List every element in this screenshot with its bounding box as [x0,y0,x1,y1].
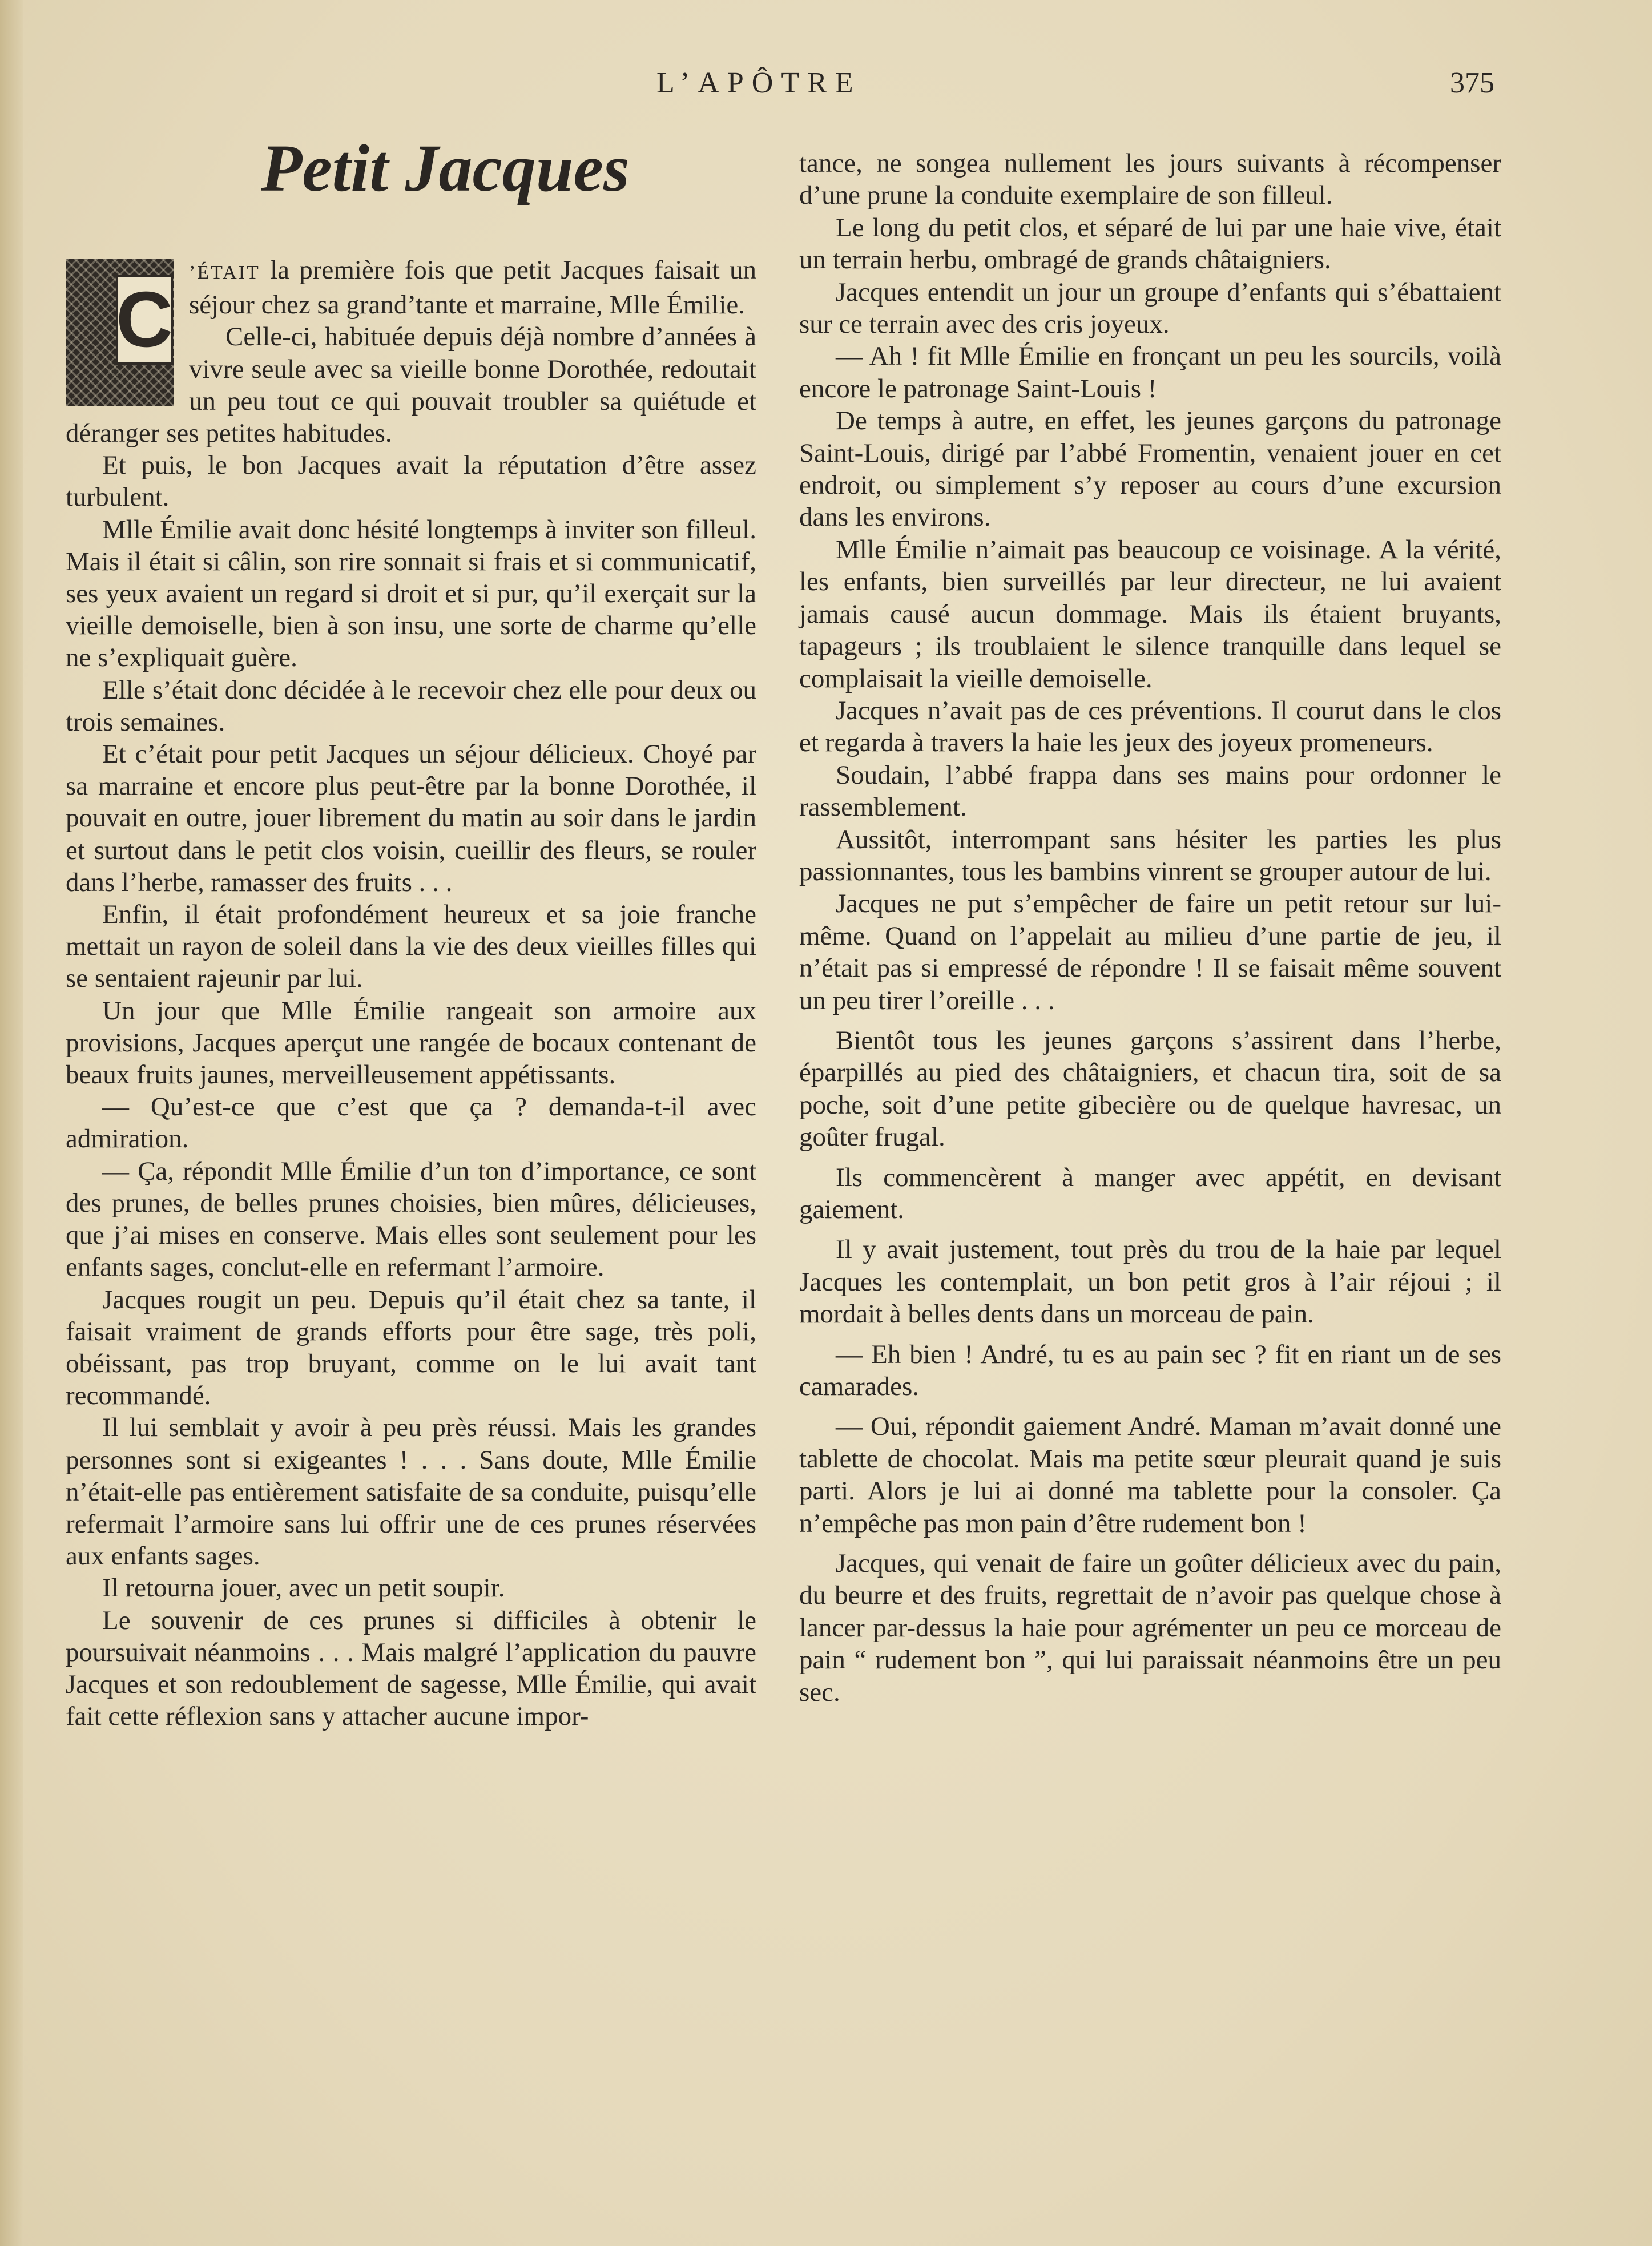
left-column [66,254,756,1732]
paragraph: Le souvenir de ces prunes si difficiles à obtenir le poursuivait néanmoins . . . Mais malgré l’application du pauvre Jacques et son redoublement de sagesse, Mlle Émilie, qui avait fait cette réflexion sans y attacher aucune impor- [66,1605,756,1732]
paragraph: Mlle Émilie avait donc hésité longtemps à inviter son filleul. Mais il était si câlin, son rire sonnait si frais et si communicatif, ses yeux avaient un regard si droit et si pur, qu’il exerçait sur la vieille demoiselle, bien à son insu, une sorte de charme qu’elle ne s’expliquait guère. [66,514,756,673]
first-word-small-caps: ’ÉTAIT [189,262,260,283]
paragraph: Il y avait justement, tout près du trou de la haie par lequel Jacques les contemplait, un bon petit gros à l’air réjoui ; il mordait à belles dents dans un morceau de pain. [799,1235,1501,1329]
paragraph: — Ça, répondit Mlle Émilie d’un ton d’importance, ce sont des prunes, de belles prunes choisies, bien mûres, délicieuses, que j’ai mises en conserve. Mais elles sont seulement pour les enfants sages, conclut-elle en refermant l’armoire. [66,1156,756,1283]
running-title: L’APÔTRE [656,67,861,99]
paragraph: — Qu’est-ce que c’est que ça ? demanda-t-il avec admiration. [66,1092,756,1154]
paragraph: Enfin, il était profondément heureux et sa joie franche mettait un rayon de soleil dans la vie des deux vieilles filles qui se sentaient rajeunir par lui. [66,900,756,994]
paragraph: Bientôt tous les jeunes garçons s’assirent dans l’herbe, éparpillés au pied des châtaigniers, et chacun tira, soit de sa poche, soit d’une petite gibecière ou de quelque havresac, un goûter frugal. [799,1025,1501,1152]
paragraph: Ils commencèrent à manger avec appétit, en devisant gaiement. [799,1162,1501,1224]
paragraph: Mlle Émilie n’aimait pas beaucoup ce voisinage. A la vérité, les enfants, bien surveillés par leur directeur, ne lui avaient jamais causé aucun dommage. Mais ils étaient bruyants, tapageurs ; ils troublaient le silence tranquille dans lequel se complaisait la vieille demoiselle. [799,534,1501,693]
paragraph: Jacques entendit un jour un groupe d’enfants qui s’ébattaient sur ce terrain avec des cris joyeux. [799,277,1501,340]
paragraph-continued: tance, ne songea nullement les jours suivants à récompenser d’une prune la conduite exemplaire de son filleul. [799,148,1501,211]
paragraph: Celle-ci, habituée depuis déjà nombre d’années à vivre seule avec sa vieille bonne Dorothée, redoutait un peu tout ce qui pouvait troubler sa quiétude et déranger ses petites habitudes. [66,322,756,449]
paragraph: — Oui, répondit gaiement André. Maman m’avait donné une tablette de chocolat. Mais ma petite sœur pleurait quand je suis parti. Alors je lui ai donné ma tablette pour la consoler. Ça n’empêche pas mon pain d’être rudement bon ! [799,1412,1501,1538]
drop-cap-letter: C [116,276,173,364]
paragraph: Jacques ne put s’empêcher de faire un petit retour sur lui-même. Quand on l’appelait au milieu d’une partie de jeu, il n’était pas si empressé de répondre ! Il se faisait même souvent un peu tirer l’oreille . . . [799,889,1501,1015]
paragraph: Et puis, le bon Jacques avait la réputation d’être assez turbulent. [66,450,756,513]
right-column [799,147,1501,1708]
paragraph: Jacques, qui venait de faire un goûter délicieux avec du pain, du beurre et des fruits, regrettait de n’avoir pas quelque chose à lancer par-dessus la haie pour agrémenter un peu ce morceau de pain “ rudement bon ”, qui lui paraissait néanmoins être un peu sec. [799,1549,1501,1707]
paragraph: Il retourna jouer, avec un petit soupir. [102,1573,505,1603]
paragraph: Et c’était pour petit Jacques un séjour délicieux. Choyé par sa marraine et encore plus peut-être par la bonne Dorothée, il pouvait en outre, jouer librement du matin au soir dans le jardin et surtout dans le petit clos voisin, cueillir des fleurs, se rouler dans l’herbe, ramasser des fruits . . . [66,739,756,897]
paragraph: Soudain, l’abbé frappa dans ses mains pour ordonner le rassemblement. [799,760,1501,822]
page-number: 375 [1450,67,1494,99]
paragraph: — Eh bien ! André, tu es au pain sec ? fit en riant un de ses camarades. [799,1339,1501,1402]
paragraph-text: la première fois que petit Jacques faisait un séjour chez sa grand’tante et marraine, Mlle Émilie. [189,255,757,320]
binding-edge [0,0,23,2246]
paragraph: Aussitôt, interrompant sans hésiter les parties les plus passionnantes, tous les bambins vinrent se grouper autour de lui. [799,824,1501,886]
paragraph: Jacques n’avait pas de ces préventions. Il courut dans le clos et regarda à travers la haie les jeux des joyeux promeneurs. [799,695,1501,758]
drop-cap-frame [116,275,173,365]
paragraph: Le long du petit clos, et séparé de lui par une haie vive, était un terrain herbu, ombragé de grands châtaigniers. [799,212,1501,275]
paragraph: Elle s’était donc décidée à le recevoir chez elle pour deux ou trois semaines. [66,675,756,737]
paragraph: Il lui semblait y avoir à peu près réussi. Mais les grandes personnes sont si exigeantes ! . . . Sans doute, Mlle Émilie n’était-elle pas entièrement satisfaite de sa conduite, puisqu’elle refermait l’armoire sans lui offrir une de ces prunes réservées aux enfants sages. [66,1413,756,1571]
paragraph: De temps à autre, en effet, les jeunes garçons du patronage Saint-Louis, dirigé par l’abbé Fromentin, venaient jouer en cet endroit, ou simplement s’y reposer au cours d’une excursion dans les environs. [799,406,1501,533]
article-title: Petit Jacques [261,131,630,205]
paragraph: Jacques rougit un peu. Depuis qu’il était chez sa tante, il faisait vraiment de grands efforts pour être sage, très poli, obéissant, pas trop bruyant, comme on le lui avait tant recommandé. [66,1284,756,1411]
paragraph: Un jour que Mlle Émilie rangeait son armoire aux provisions, Jacques aperçut une rangée de bocaux contenant de beaux fruits jaunes, merveilleusement appétissants. [66,995,756,1090]
paragraph: — Ah ! fit Mlle Émilie en fronçant un peu les sourcils, voilà encore le patronage Saint-Louis ! [799,341,1501,404]
ornamental-drop-cap [66,259,174,406]
